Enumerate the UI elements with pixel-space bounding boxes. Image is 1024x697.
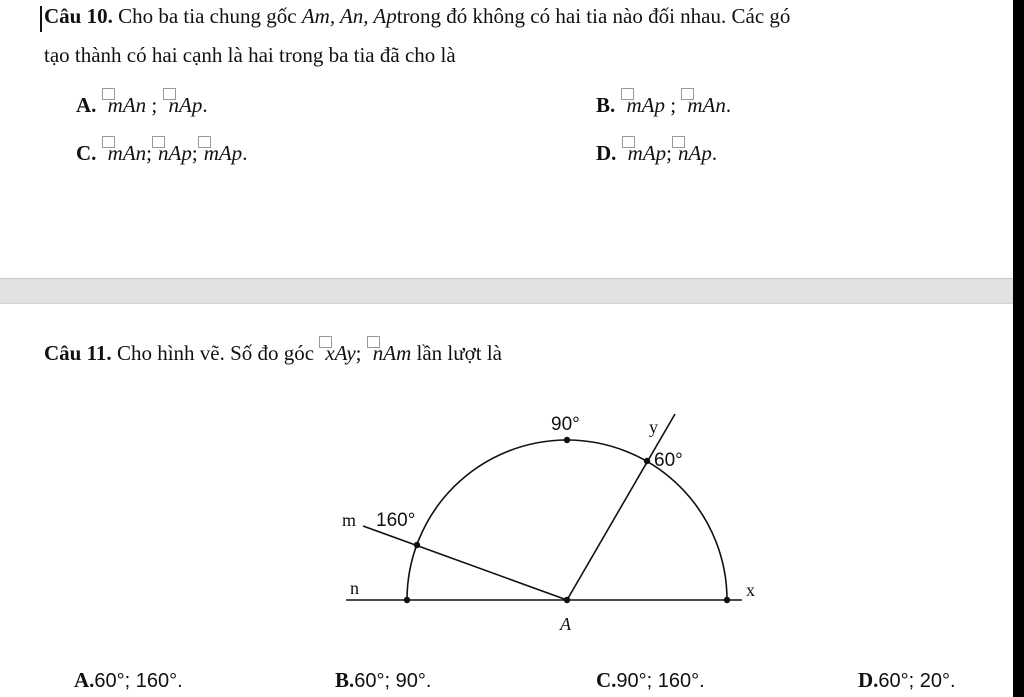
question-11-answer-c[interactable]: C.90°; 160°. — [596, 668, 705, 692]
angle-symbol-icon — [163, 88, 176, 100]
question-10-rays: Am, An, Ap — [301, 4, 397, 28]
angle-symbol-icon — [622, 136, 635, 148]
angle-symbol-icon — [102, 88, 115, 100]
angle-symbol-icon — [367, 336, 380, 348]
question-10-number: Câu 10. — [44, 4, 113, 28]
question-10-option-a[interactable]: A. mAn ; nAp. — [76, 93, 208, 118]
question-10-text-before: Cho ba tia chung gốc — [118, 4, 297, 28]
angle-symbol-icon — [102, 136, 115, 148]
label-a: A — [560, 614, 571, 634]
label-160: 160° — [376, 510, 416, 531]
question-11-answer-d[interactable]: D.60°; 20°. — [858, 668, 956, 692]
question-10-option-c[interactable]: C. mAn; nAp; mAp. — [76, 141, 247, 166]
ray-am — [363, 526, 567, 600]
point-160 — [414, 542, 420, 548]
question-11-text-after: lần lượt là — [416, 341, 502, 365]
question-10-option-b[interactable]: B. mAp ; mAn. — [596, 93, 731, 118]
question-10-option-d[interactable]: D. mAp; nAp. — [596, 141, 717, 166]
point-90 — [564, 437, 570, 443]
angle-symbol-icon — [319, 336, 332, 348]
question-11-text-before: Cho hình vẽ. Số đo góc — [116, 341, 315, 365]
point-60 — [644, 458, 650, 464]
question-10-text-after: trong đó không có hai tia nào đối nhau. Các gó — [396, 4, 791, 28]
point-x-end — [724, 597, 730, 603]
question-11-title: Câu 11. Cho hình vẽ. Số đo góc xAy; nAm lần lượt là — [44, 341, 502, 366]
angle-symbol-icon — [152, 136, 165, 148]
text-cursor — [40, 6, 42, 32]
angle-symbol-icon — [681, 88, 694, 100]
question-10-line-2: tạo thành có hai cạnh là hai trong ba tia đã cho là — [44, 43, 456, 67]
label-m: m — [342, 510, 357, 530]
ray-ay — [567, 414, 675, 600]
point-a — [564, 597, 570, 603]
label-60: 60° — [654, 450, 683, 471]
label-x: x — [746, 580, 755, 600]
angle-symbol-icon — [198, 136, 211, 148]
section-separator — [0, 278, 1013, 304]
question-10-title — [44, 4, 790, 29]
point-n-end — [404, 597, 410, 603]
question-11-answer-b[interactable]: B.60°; 90°. — [335, 668, 432, 692]
angle-symbol-icon — [621, 88, 634, 100]
question-11-answer-a[interactable]: A.60°; 160°. — [74, 668, 183, 692]
protractor-figure — [330, 400, 770, 640]
label-90: 90° — [551, 414, 580, 435]
angle-symbol-icon — [672, 136, 685, 148]
question-11-number: Câu 11. — [44, 341, 112, 365]
label-n: n — [350, 578, 359, 598]
label-y: y — [649, 417, 658, 437]
